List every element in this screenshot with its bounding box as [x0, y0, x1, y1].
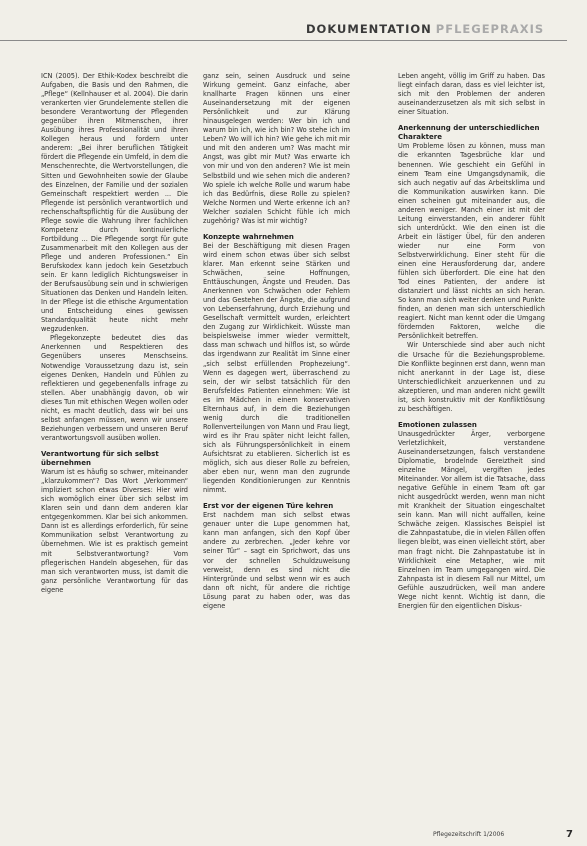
paragraph: Warum ist es häufig so schwer, miteinander „klarzukommen“? Das Wort „Verkommen“ impliziert schon etwas Diverses: Hier wird sich womöglich einer über sich selbst im Klaren sein und dann dem anderen klar entgegenkommen. Klar bei sich ankommen. Dann ist es allerdings erforderlich, für seine Kommunikation selbst Verantwortung zu übernehmen. Wie ist es praktisch gemeint mit Selbstverantwortung? Vom pflegerischen Handeln abgesehen, für das man sich verantworten muss, ist damit die ganz persönliche Verantwortung für das eigene [41, 468, 188, 594]
paragraph: Leben angeht, völlig im Griff zu haben. Das liegt einfach daran, dass es viel leichter ist, sich mit den Problemen der anderen auseinanderzusetzen als mit sich selbst in einer Situation. [398, 72, 545, 117]
section-heading: Konzepte wahrnehmen [203, 232, 294, 241]
text-column-2 [203, 72, 350, 807]
category-label: PFLEGEPRAXIS [435, 22, 545, 36]
paragraph: Unausgedrückter Ärger, verborgene Verletzlichkeit, verstandene Auseinandersetzungen, falsch verstandene Diplomatie, brodelnde Gereiztheit sind einzelne Mängel, vergiften jedes Miteinander. Vor allem ist die Tatsache, dass negative Gefühle in einem Team oft gar nicht ausgedrückt werden, wenn man nicht mit Krankheit der Situation eingeschaltet sein kann. Man will nicht auffallen, keine Schwäche zeigen. Klassisches Beispiel ist die Zahnpastatube, die in vielen Fällen offen liegen bleibt, was einen vielleicht stört, aber man fragt nicht. Die Zahnpastatube ist in Wirklichkeit eine Metapher, wie mit Einzelnen im Team umgegangen wird. Die Zahnpasta ist in diesem Fall nur Mittel, um Gefühle auszudrücken, weil man andere Wege nicht kennt. Wichtig ist dann, die Energien für den eigentlichen Diskus- [398, 429, 545, 610]
running-header [306, 20, 564, 38]
page-number: 7 [566, 828, 573, 840]
journal-issue: Pflegezeitschrift 1/2006 [433, 830, 505, 838]
text-column-3 [398, 72, 545, 807]
paragraph: ICN (2005). Der Ethik-Kodex beschreibt die Aufgaben, die Basis und den Rahmen, die „Pflege“ (Kellnhauser et al. 2004). Die darin verankerten vier Grundelemente stellen die besondere Verantwortung der Pflegenden gegenüber ihren Mitmenschen, ihrer Ausübung ihres Professionalität und ihren Kollegen heraus und fordern unter anderem: „Bei ihrer beruflichen Tätigkeit fördert die Pflegende ein Umfeld, in dem die Menschenrechte, die Wertvorstellungen, die Sitten und Gewohnheiten sowie der Glaube des Einzelnen, der Familie und der sozialen Gemeinschaft respektiert werden ... Die Pflegende ist persönlich verantwortlich und rechenschaftspflichtig für die Ausübung der Pflege sowie die Wahrung ihrer fachlichen Kompetenz durch kontinuierliche Fortbildung ... Die Pflegende sorgt für gute Zusammenarbeit mit den Kollegen aus der Pflege und anderen Professionen.“ Ein Berufskodex kann jedoch kein Gesetzbuch sein. Er kann lediglich Richtungsweiser in der Berufsausübung sein und in schwierigen Situationen das Denken und Handeln leiten. In der Pflege ist die ethische Argumentation und Entscheidung eines gewissen Standardqualität heute nicht mehr wegzudenken. [41, 72, 188, 334]
section-label: DOKUMENTATION [306, 22, 432, 36]
paragraph: Pflegekonzepte bedeutet dies das Anerkennen und Respektieren des Gegenübers unseres Menschseins. Notwendige Voraussetzung dazu ist, sein eigenes Denken, Handeln und Fühlen zu reflektieren und gegebenenfalls infrage zu stellen. Aber unabhängig davon, ob wir dieses Tun mit ethischen Wegen wollen oder nicht, es macht deutlich, dass wir bei uns selbst anfangen müssen, wenn wir unsere Beziehungen verbessern und unseren Beruf verantwortungsvoll ausüben wollen. [41, 334, 188, 442]
text-column-1 [41, 72, 188, 807]
paragraph: ganz sein, seinen Ausdruck und seine Wirkung gemeint. Ganz einfache, aber knallharte Fragen können uns einer Auseinandersetzung mit der eigenen Persönlichkeit und zur Klärung hinausgelegen werden: Wer bin ich und warum bin ich, wie ich bin? Wo stehe ich im Leben? Wo will ich hin? Wie gehe ich mit mir und mit den anderen um? Was macht mir Angst, was gibt mir Mut? Was erwarte ich von mir und von den anderen? Wie ist mein Selbstbild und wie sehen mich die anderen? Wo spiele ich welche Rolle und warum habe ich das Bedürfnis, diese Rolle zu spielen? Welche Normen und Werte erkenne ich an? Welcher sozialen Schicht fühle ich mich zugehörig? Was ist mir wichtig? [203, 72, 350, 225]
header-rule [0, 40, 567, 41]
section-heading: Anerkennung der unterschiedlichen Charaktere [398, 124, 540, 142]
paragraph: Bei der Beschäftigung mit diesen Fragen wird einem schon etwas über sich selbst klarer. Man erkennt seine Stärken und Schwächen, seine Hoffnungen, Enttäuschungen, Ängste und Freuden. Das Anerkennen von Schwächen oder Fehlern und das Gestehen der Ängste, die aufgrund von Lebenserfahrung, durch Erziehung und Gesellschaft vermittelt wurden, erleichtert den Zugang zur Wirklichkeit. Wüsste man beispielsweise immer wieder vermittelt, dass man schwach und hilflos ist, so würde das irgendwann zur Realität im Sinne einer „sich selbst erfüllenden Prophezeiung“. Wenn es dagegen wert, überraschend zu sein, der wir selbst tatsächlich für den Berufsfeldes Patienten einnehmen: Wie ist es im Mädchen in einem konservativen Elternhaus auf, in dem die Beziehungen wenig durch die traditionellen Rollenverteilungen von Mann und Frau liegt, wird es ihr Frau später nicht leicht fallen, sich als Führungspersönlichkeit in einem Aufsichtsrat zu etablieren. Sicherlich ist es möglich, sich aus dieser Rolle zu befreien, aber eben nur, wenn man den zugrunde liegenden Konditionierungen zur Kenntnis nimmt. [203, 241, 350, 495]
paragraph: Erst nachdem man sich selbst etwas genauer unter die Lupe genommen hat, kann man anfangen, sich den Kopf über andere zu zerbrechen. „Jeder kehre vor seiner Tür“ – sagt ein Sprichwort, das uns vor der schnellen Schuldzuweisung verweist, denn es sind nicht die Hintergründe und selbst wenn wir es auch dann oft nicht, für andere die richtige Lösung parat zu haben oder, was das eigene [203, 511, 350, 610]
section-heading: Erst vor der eigenen Türe kehren [203, 502, 334, 511]
paragraph: Um Probleme lösen zu können, muss man die erkannten Tagesbrüche klar und benennen. Wie geschieht ein Gefühl in einem Team eine Umgangsdynamik, die sich auch negativ auf das Arbeitsklima und die Kommunikation auswirken kann. Die einen scheinen gut miteinander aus, die anderen weniger. Manch einer ist mit der Leitung einverstanden, ein anderer fühlt sich unterdrückt. Wie den einen ist die Arbeit ein lästiger Übel, für den anderen wieder nur eine Form von Selbstverwirklichung. Einer steht für die einen eine Herausforderung dar, andere fühlen sich überfordert. Die eine hat den Tod eines Patienten, der andere ist distanziert und lässt nichts an sich heran. So kann man sich weiter denken und Punkte finden, an denen man sich unterschiedlich reagiert. Nicht man kennt oder die Umgang fördernden Faktoren, welche die Persönlichkeit betreffen. [398, 142, 545, 341]
paragraph: Wir Unterschiede sind aber auch nicht die Ursache für die Beziehungsprobleme. Die Konflikte beginnen erst dann, wenn man nicht anerkannt in der Lage ist, diese Unterschiedlichkeit anzuerkennen und zu akzeptieren, und man anderen nicht gewillt ist, sich konstruktiv mit der Konfliktlösung zu beschäftigen. [398, 341, 545, 413]
section-heading: Verantwortung für sich selbst übernehmen [41, 449, 159, 468]
section-heading: Emotionen zulassen [398, 420, 477, 429]
page-footer [433, 828, 573, 840]
